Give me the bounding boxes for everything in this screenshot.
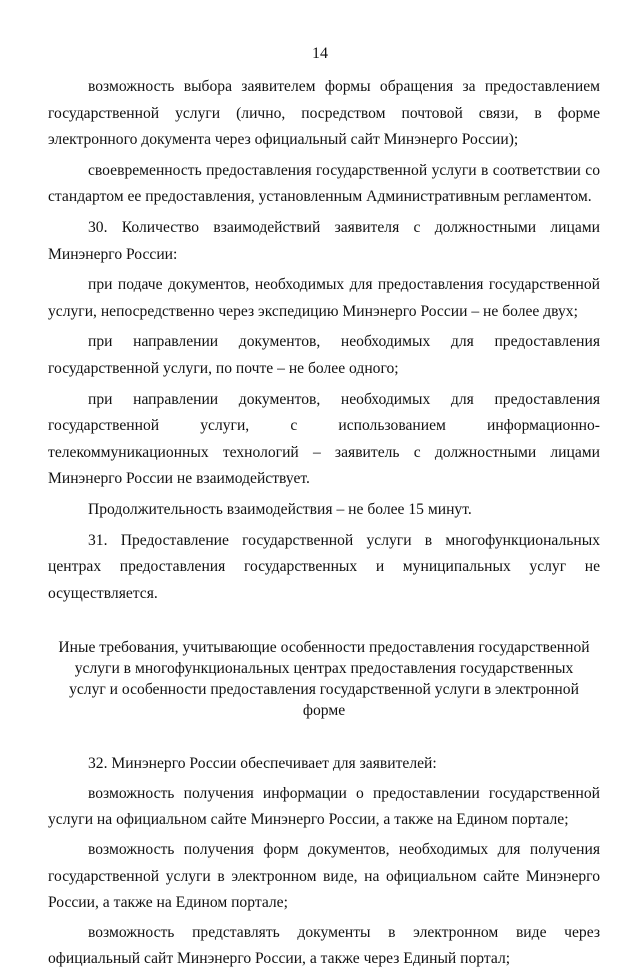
paragraph: 31. Предоставление государственной услуги в многофункциональных центрах предоставления государственных и муниципальных услуг не осуществляется. [48,531,600,602]
paragraph: возможность представлять документы в электронном виде через официальный сайт Минэнерго России, а также через Единый портал; [48,923,600,968]
paragraph: при направлении документов, необходимых для предоставления государственной услуги, с использованием информационно-телекоммуникационных технологий – заявитель с должностными лицами Минэнерго России не взаимодействует. [48,390,600,488]
section-heading: Иные требования, учитывающие особенности предоставления государственной услуги в многофункциональных центрах предоставления государственных услуг и особенности предоставления государственной услуги в электронной форме [58,639,590,720]
paragraph: возможность получения информации о предоставлении государственной услуги на официальном сайте Минэнерго России, а также на Едином портале; [48,784,600,829]
paragraph: при подаче документов, необходимых для предоставления государственной услуги, непосредственно через экспедицию Минэнерго России – не более двух; [48,276,600,320]
document-body [48,74,600,976]
paragraph: возможность получения форм документов, необходимых для получения государственной услуги в электронном виде, на официальном сайте Минэнерго России, а также на Едином портале; [48,841,600,912]
paragraph: 32. Минэнерго России обеспечивает для заявителей: [88,755,437,773]
paragraph: возможность выбора заявителем формы обращения за предоставлением государственной услуги (лично, посредством почтовой связи, в форме электронного документа через официальный сайт Минэнерго России); [48,78,600,149]
paragraph: своевременность предоставления государственной услуги в соответствии со стандартом ее предоставления, установленным Административным регламентом. [48,161,600,206]
paragraph: Продолжительность взаимодействия – не более 15 минут. [88,500,472,518]
paragraph: 30. Количество взаимодействий заявителя с должностными лицами Минэнерго России: [48,218,600,263]
page-number: 14 [312,45,328,62]
paragraph: при направлении документов, необходимых для предоставления государственной услуги, по почте – не более одного; [48,333,600,377]
